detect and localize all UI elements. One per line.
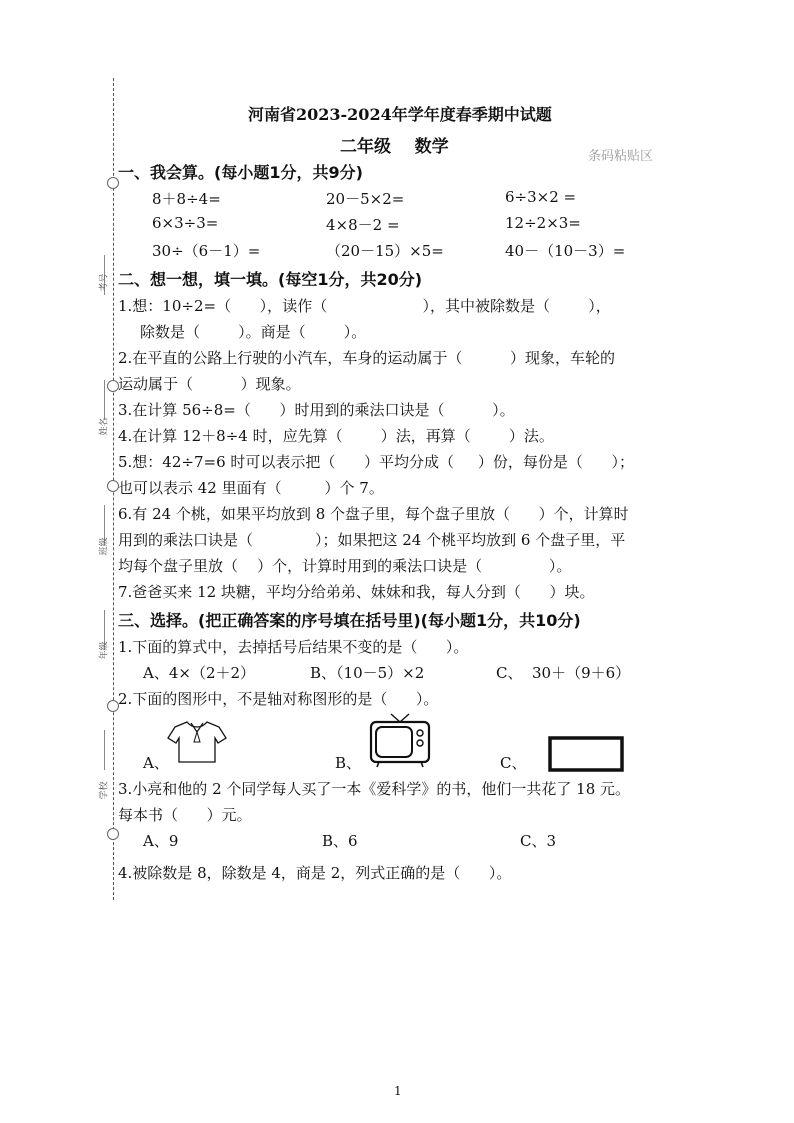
section2-heading: 二、想一想，填一填。(每空1分，共20分) — [118, 270, 423, 289]
fill-line: 2.在平直的公路上行驶的小汽车，车身的运动属于（ ）现象，车轮的 — [118, 349, 615, 367]
question-text: 4.被除数是 8，除数是 4，商是 2，列式正确的是（ ）。 — [118, 864, 512, 882]
calc-item: 40－（10－3）= — [505, 242, 626, 260]
question-text: 1.下面的算式中，去掉括号后结果不变的是（ ）。 — [118, 638, 469, 656]
tv-figure — [367, 712, 433, 768]
fill-line: 6.有 24 个桃，如果平均放到 8 个盘子里，每个盘子里放（ ）个，计算时 — [118, 505, 629, 523]
option-b: B、（10－5）×2 — [310, 664, 425, 682]
option-c: C、 — [500, 754, 527, 772]
margin-fill-line — [104, 380, 105, 420]
fill-line: 5.想：42÷7=6 时可以表示把（ ）平均分成（ ）份，每份是（ ）； — [118, 453, 634, 471]
margin-label-class: 班级 — [99, 537, 110, 556]
fill-line: 也可以表示 42 里面有（ ）个 7。 — [118, 479, 384, 497]
fill-line: 运动属于（ ）现象。 — [118, 375, 301, 393]
section3-heading: 三、选择。(把正确答案的序号填在括号里)(每小题1分，共10分) — [118, 611, 581, 630]
option-b: B、6 — [322, 832, 358, 850]
option-c: C、3 — [520, 832, 557, 850]
margin-fill-line — [104, 730, 105, 770]
exam-title: 河南省2023-2024年学年度春季期中试题 — [248, 105, 552, 124]
fill-line: 用到的乘法口诀是（ ）；如果把这 24 个桃平均放到 6 个盘子里，平 — [118, 531, 626, 549]
margin-label-exam-no: 考号 — [99, 273, 110, 292]
barcode-area-label: 条码粘贴区 — [588, 149, 654, 164]
option-a: A、 — [143, 754, 169, 772]
page-number: 1 — [394, 1084, 402, 1098]
calc-item: 12÷2×3= — [505, 214, 581, 232]
section1-heading: 一、我会算。(每小题1分，共9分) — [118, 163, 363, 182]
calc-item: 6÷3×2 = — [505, 188, 577, 206]
fill-line: 除数是（ ）。商是（ ）。 — [140, 323, 367, 341]
calc-item: 8＋8÷4= — [152, 190, 221, 208]
question-text: 3.小亮和他的 2 个同学每人买了一本《爱科学》的书，他们一共花了 18 元。 — [118, 780, 631, 798]
calc-item: 4×8－2 = — [326, 216, 400, 234]
option-a: A、9 — [143, 832, 179, 850]
margin-label-school: 学校 — [99, 781, 110, 800]
question-text: 2.下面的图形中，不是轴对称图形的是（ ）。 — [118, 690, 439, 708]
margin-label-name: 姓名 — [99, 417, 110, 436]
fill-line: 均每个盘子里放（ ）个，计算时用到的乘法口诀是（ ）。 — [118, 557, 572, 575]
fill-line: 3.在计算 56÷8=（ ）时用到的乘法口诀是（ ）。 — [118, 401, 515, 419]
margin-label-grade: 年级 — [99, 641, 110, 660]
calc-item: 6×3÷3= — [152, 214, 219, 232]
calc-item: 30÷（6－1）= — [152, 242, 261, 260]
fill-line: 4.在计算 12＋8÷4 时，应先算（ ）法，再算（ ）法。 — [118, 427, 554, 445]
fill-line: 7.爸爸买来 12 块糖，平均分给弟弟、妹妹和我，每人分到（ ）块。 — [118, 583, 595, 601]
binding-hole — [107, 828, 119, 840]
option-a: A、4×（2＋2） — [143, 664, 256, 682]
question-text: 每本书（ ）元。 — [118, 806, 252, 824]
rectangle-figure — [548, 736, 624, 772]
calc-item: （20－15）×5= — [326, 242, 444, 260]
fill-line: 1.想：10÷2=（ ），读作（ ），其中被除数是（ ）， — [118, 297, 611, 315]
calc-item: 20－5×2= — [326, 190, 405, 208]
shirt-figure — [165, 718, 229, 766]
exam-subtitle: 二年级 数学 — [340, 137, 449, 157]
option-c: C、 30＋（9＋6） — [496, 664, 631, 682]
option-b: B、 — [335, 754, 362, 772]
